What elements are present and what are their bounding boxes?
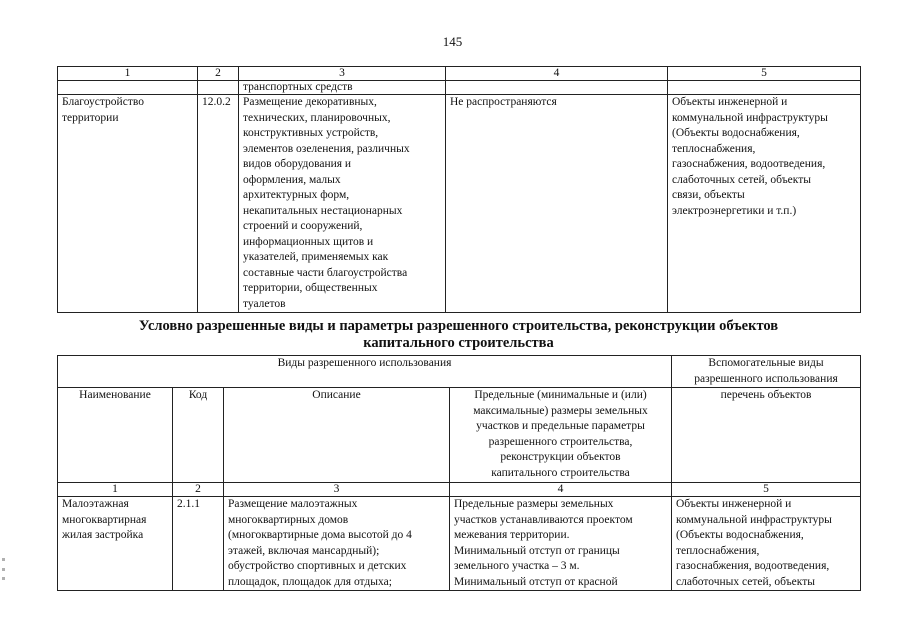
use-parameters: Предельные размеры земельных участков устанавливаются проектом межевания территории. Минимальный отступ от границы земельного участка – 3 м. Минимальный отступ от красной [450, 497, 672, 591]
column-number-row [58, 67, 861, 81]
col-number: 3 [224, 483, 450, 497]
use-name: Благоустройство территории [58, 95, 198, 313]
use-parameters: Не распространяются [446, 95, 668, 313]
use-code: 12.0.2 [198, 95, 239, 313]
aux-group-header: Вспомогательные виды разрешенного использования [672, 356, 861, 388]
col-number: 4 [450, 483, 672, 497]
header-description: Описание [224, 388, 450, 483]
header-aux: перечень объектов [672, 388, 861, 483]
col-number: 5 [668, 67, 861, 81]
table-row [58, 81, 861, 95]
header-name: Наименование [58, 388, 173, 483]
scan-mark [2, 558, 5, 561]
group-header-row [58, 356, 861, 388]
use-code: 2.1.1 [173, 497, 224, 591]
header-parameters: Предельные (минимальные и (или) максимальные) размеры земельных участков и предельные параметры разрешенного строительства, реконструкции объектов капитального строительства [450, 388, 672, 483]
table-continuation [57, 66, 861, 313]
use-description: Размещение малоэтажных многоквартирных домов (многоквартирные дома высотой до 4 этажей, включая мансардный); обустройство спортивных и детских площадок, площадок для отдыха; [224, 497, 450, 591]
use-auxiliary: Объекты инженерной и коммунальной инфраструктуры (Объекты водоснабжения, теплоснабжения, газоснабжения, водоотведения, слаботочных сетей, объекты связи, объекты электроэнергетики и т.п.) [668, 95, 861, 313]
header-code: Код [173, 388, 224, 483]
col-number: 2 [198, 67, 239, 81]
table-row [58, 497, 861, 591]
col-number: 4 [446, 67, 668, 81]
carry-over-text: транспортных средств [239, 81, 446, 95]
column-header-row [58, 388, 861, 483]
table-row [58, 95, 861, 313]
column-number-row [58, 483, 861, 497]
scan-mark [2, 568, 5, 571]
table-conditional-uses [57, 355, 861, 591]
page-number: 145 [442, 34, 463, 49]
use-name: Малоэтажная многоквартирная жилая застройка [58, 497, 173, 591]
col-number: 2 [173, 483, 224, 497]
col-number: 3 [239, 67, 446, 81]
col-number: 5 [672, 483, 861, 497]
use-description: Размещение декоративных, технических, планировочных, конструктивных устройств, элементов озеленения, различных видов оборудования и оформления, малых архитектурных форм, некапитальных нестационарных строений и сооружений, информационных щитов и указателей, применяемых как составные части благоустройства территории, общественных туалетов [239, 95, 446, 313]
use-auxiliary: Объекты инженерной и коммунальной инфраструктуры (Объекты водоснабжения, теплоснабжения, газоснабжения, водоотведения, слаботочных сетей, объекты [672, 497, 861, 591]
group-header: Виды разрешенного использования [58, 356, 672, 388]
col-number: 1 [58, 67, 198, 81]
scan-mark [2, 577, 5, 580]
section-title: Условно разрешенные виды и параметры разрешенного строительства, реконструкции объектов капитального строительства [138, 318, 779, 351]
col-number: 1 [58, 483, 173, 497]
